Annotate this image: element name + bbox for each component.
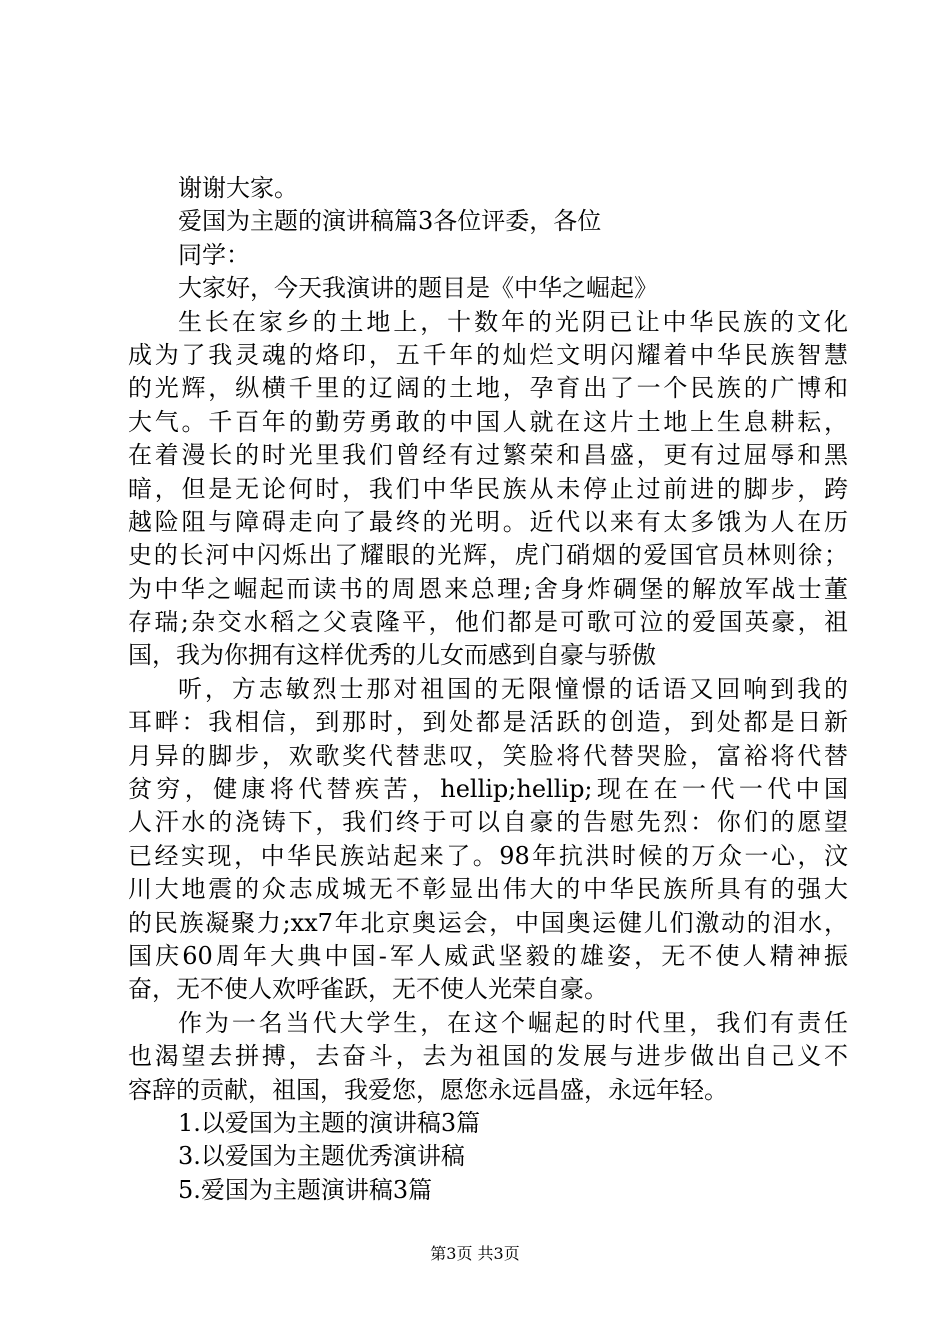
text-line: 的民族凝聚力;xx7年北京奥运会，中国奥运健儿们激动的泪水， [128, 908, 848, 937]
text-line: 生长在家乡的土地上，十数年的光阴已让中华民族的文化 [178, 307, 848, 336]
text-line: 在着漫长的时光里我们曾经有过繁荣和昌盛，更有过屈辱和黑 [128, 441, 848, 470]
text-line: 的光辉，纵横千里的辽阔的土地，孕育出了一个民族的广博和 [128, 374, 848, 403]
text-line: 大气。千百年的勤劳勇敢的中国人就在这片土地上生息耕耘， [128, 407, 848, 436]
text-line: 人汗水的浇铸下，我们终于可以自豪的告慰先烈：你们的愿望 [128, 808, 848, 837]
text-line: 国庆60周年大典中国-军人威武坚毅的雄姿，无不使人精神振 [128, 941, 848, 970]
text-line: 3.以爱国为主题优秀演讲稿 [178, 1142, 465, 1171]
text-line: 成为了我灵魂的烙印，五千年的灿烂文明闪耀着中华民族智慧 [128, 340, 848, 369]
text-line: 存瑞;杂交水稻之父袁隆平，他们都是可歌可泣的爱国英豪，祖 [128, 608, 848, 637]
text-line: 贫穷，健康将代替疾苦，hellip;hellip;现在在一代一代中国 [128, 775, 848, 804]
text-line: 为中华之崛起而读书的周恩来总理;舍身炸碉堡的解放军战士董 [128, 574, 848, 603]
text-line: 月异的脚步，欢歌奖代替悲叹，笑脸将代替哭脸，富裕将代替 [128, 741, 848, 770]
text-line: 已经实现，中华民族站起来了。98年抗洪时候的万众一心，汶 [128, 841, 848, 870]
text-line: 也渴望去拼搏，去奋斗，去为祖国的发展与进步做出自己义不 [128, 1042, 848, 1071]
text-line: 耳畔：我相信，到那时，到处都是活跃的创造，到处都是日新 [128, 708, 848, 737]
text-line: 奋，无不使人欢呼雀跃，无不使人光荣自豪。 [128, 975, 608, 1004]
text-line: 1.以爱国为主题的演讲稿3篇 [178, 1108, 481, 1137]
text-line: 川大地震的众志成城无不彰显出伟大的中华民族所具有的强大 [128, 875, 848, 904]
text-line: 同学： [178, 240, 250, 269]
text-line: 越险阻与障碍走向了最终的光明。近代以来有太多饿为人在历 [128, 507, 848, 536]
text-line: 史的长河中闪烁出了耀眼的光辉，虎门硝烟的爱国官员林则徐； [128, 541, 848, 570]
text-line: 容辞的贡献，祖国，我爱您，愿您永远昌盛，永远年轻。 [128, 1075, 728, 1104]
text-line: 作为一名当代大学生，在这个崛起的时代里，我们有责任 [178, 1008, 848, 1037]
text-line: 5.爱国为主题演讲稿3篇 [178, 1175, 433, 1204]
text-line: 爱国为主题的演讲稿篇3各位评委，各位 [178, 207, 602, 236]
page-footer: 第3页 共3页 [430, 1244, 520, 1263]
text-line: 暗，但是无论何时，我们中华民族从未停止过前进的脚步，跨 [128, 474, 848, 503]
text-line: 大家好，今天我演讲的题目是《中华之崛起》 [178, 274, 658, 303]
text-line: 听，方志敏烈士那对祖国的无限憧憬的话语又回响到我的 [178, 674, 848, 703]
document-body [128, 172, 848, 1207]
text-line: 谢谢大家。 [178, 174, 298, 202]
text-line: 国，我为你拥有这样优秀的儿女而感到自豪与骄傲 [128, 641, 656, 670]
